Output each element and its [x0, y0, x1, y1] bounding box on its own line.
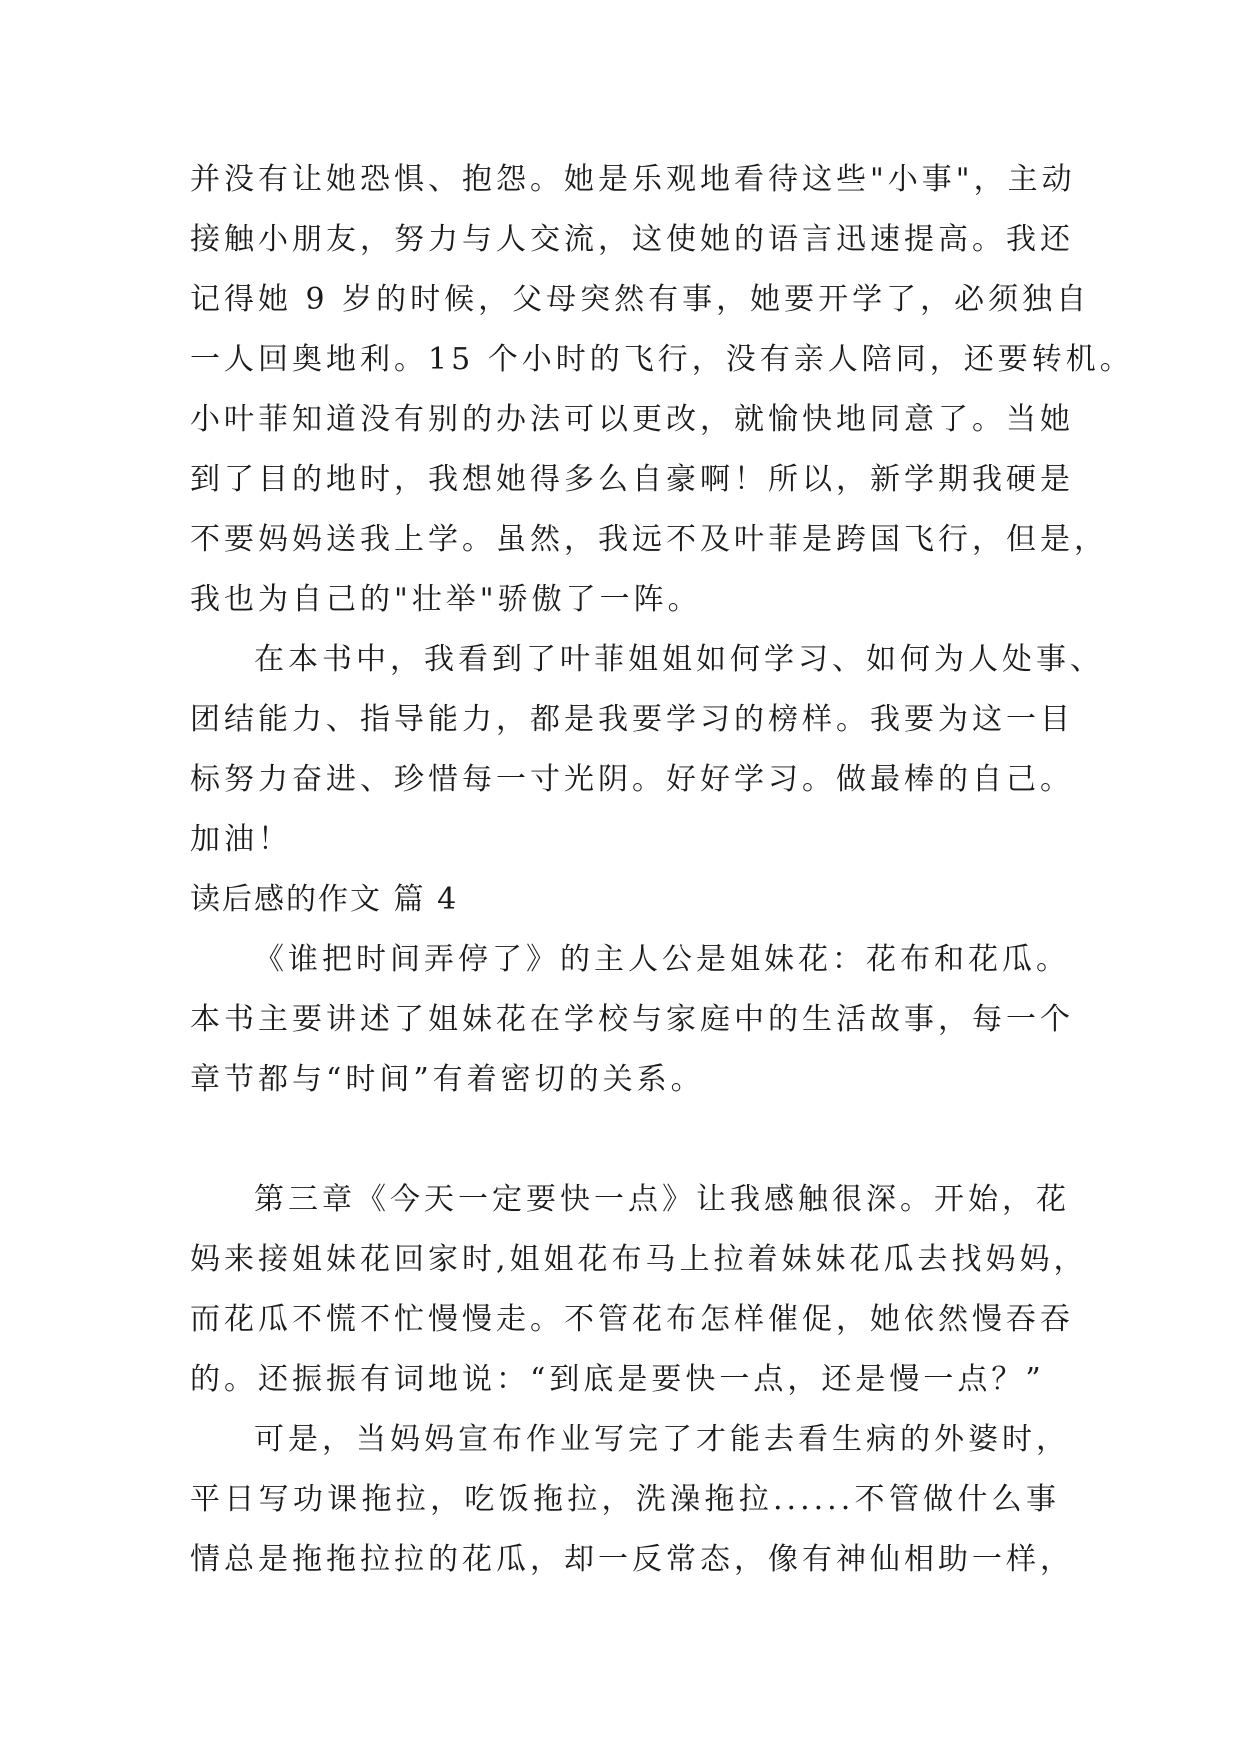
text-line: 小叶菲知道没有别的办法可以更改，就愉快地同意了。当她 [190, 402, 1074, 437]
section-heading: 读后感的作文 篇 4 [190, 882, 459, 917]
text-line: 平日写功课拖拉，吃饭拖拉，洗澡拖拉......不管做什么事 [190, 1482, 1060, 1517]
text-line: 章节都与“时间”有着密切的关系。 [190, 1062, 705, 1097]
text-line: 记得她 9 岁的时候，父母突然有事，她要开学了，必须独自 [190, 282, 1091, 317]
text-line: 在本书中，我看到了叶菲姐姐如何学习、如何为人处事、 [254, 642, 1104, 677]
text-line: 妈来接姐妹花回家时,姐姐花布马上拉着妹妹花瓜去找妈妈， [190, 1242, 1088, 1277]
text-line: 《谁把时间弄停了》的主人公是姐妹花：花布和花瓜。 [254, 942, 1070, 977]
text-line: 的。还振振有词地说：“到底是要快一点，还是慢一点？” [190, 1362, 1045, 1397]
paragraph-5 [190, 1410, 1074, 1590]
text-line: 而花瓜不慌不忙慢慢走。不管花布怎样催促，她依然慢吞吞 [190, 1302, 1074, 1337]
text-line: 情总是拖拖拉拉的花瓜，却一反常态，像有神仙相助一样， [190, 1542, 1074, 1577]
text-line: 标努力奋进、珍惜每一寸光阴。好好学习。做最棒的自己。 [190, 762, 1074, 797]
text-line: 本书主要讲述了姐妹花在学校与家庭中的生活故事，每一个 [190, 1002, 1074, 1037]
text-line: 到了目的地时，我想她得多么自豪啊！所以，新学期我硬是 [190, 462, 1074, 497]
text-line: 加油！ [190, 822, 292, 857]
paragraph-4 [190, 1170, 1088, 1410]
paragraph-3 [190, 930, 1074, 1110]
document-page [190, 150, 1134, 1590]
paragraph-1 [190, 150, 1134, 630]
text-line: 可是，当妈妈宣布作业写完了才能去看生病的外婆时， [254, 1422, 1070, 1457]
paragraph-2 [190, 630, 1104, 870]
text-line: 不要妈妈送我上学。虽然，我远不及叶菲是跨国飞行，但是， [190, 522, 1108, 557]
text-line: 接触小朋友，努力与人交流，这使她的语言迅速提高。我还 [190, 222, 1074, 257]
text-line: 一人回奥地利。15 个小时的飞行，没有亲人陪同，还要转机。 [190, 342, 1134, 377]
text-line: 我也为自己的"壮举"骄傲了一阵。 [190, 582, 702, 617]
text-line: 第三章《今天一定要快一点》让我感触很深。开始，花 [254, 1182, 1070, 1217]
text-line: 并没有让她恐惧、抱怨。她是乐观地看待这些"小事"，主动 [190, 162, 1076, 197]
text-line: 团结能力、指导能力，都是我要学习的榜样。我要为这一目 [190, 702, 1074, 737]
blank-line [190, 1110, 1060, 1170]
